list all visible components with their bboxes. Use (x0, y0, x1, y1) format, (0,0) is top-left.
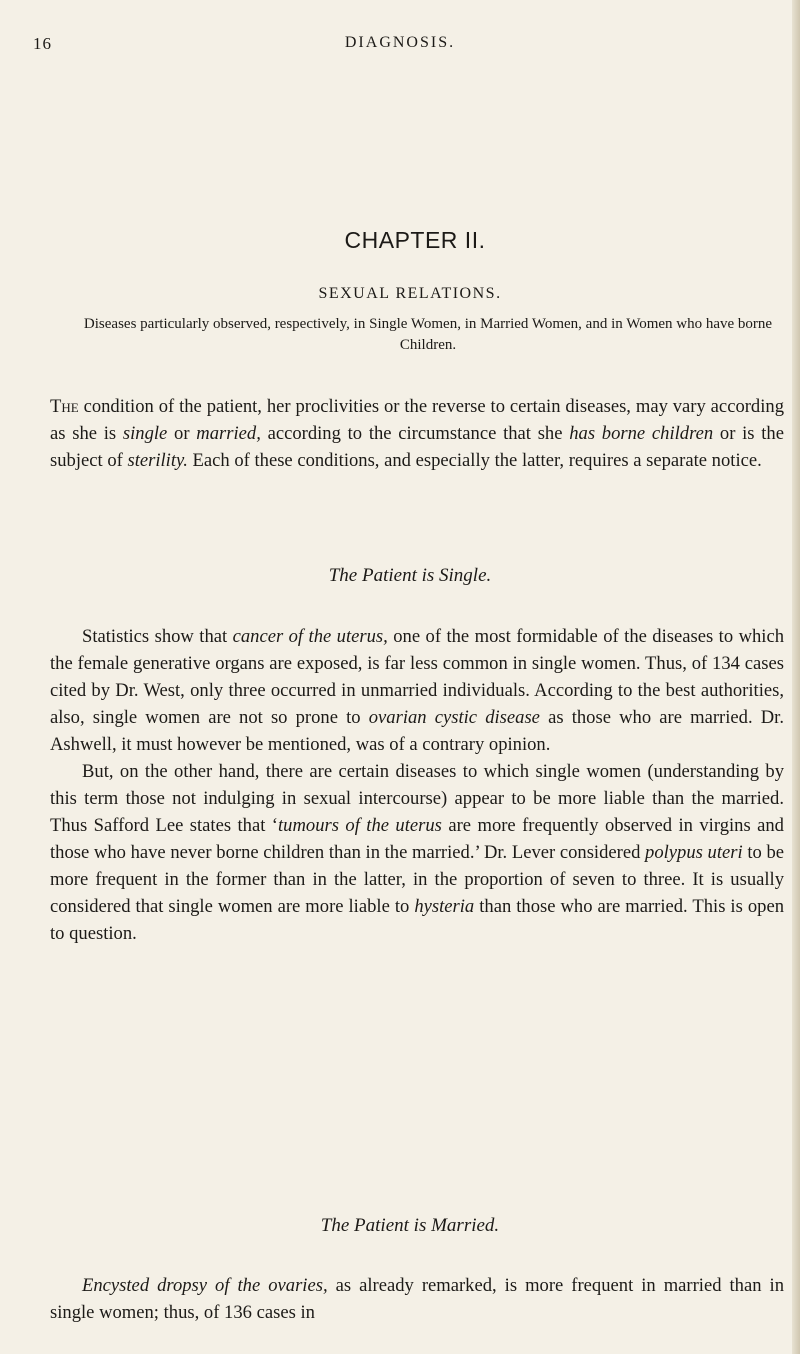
paragraph: Encysted dropsy of the ovaries, as already remarked, is more frequent in married than in single women; thus, of 136 cases in (50, 1275, 784, 1323)
subheading-single: The Patient is Single. (328, 565, 492, 586)
running-head: DIAGNOSIS. (344, 34, 456, 51)
paragraph: But, on the other hand, there are certain diseases to which single women (understanding by this term those not indulging in sexual intercourse) appear to be more liable than the married. Thus Safford Lee states that ‘tumours of the uterus are more frequently observed in virgins and those who have never borne children than in the married.’ Dr. Lever considered polypus uteri to be more frequent in the former than in the latter, in the proportion of seven to three. It is usually considered that single women are more liable to hysteria than those who are married. This is open to question. (50, 761, 784, 944)
lead-word: The (50, 396, 79, 417)
intro-paragraph: The condition of the patient, her proclivities or the reverse to certain diseases, may vary according as she is single or married, according to the circumstance that she has borne children or is the subject of sterility. Each of these conditions, and especially the latter, requires a separate notice. (50, 396, 784, 471)
page-header (0, 34, 800, 60)
married-section (50, 1272, 784, 1326)
page-number: 16 (33, 34, 52, 53)
subheading-married: The Patient is Married. (320, 1215, 500, 1236)
single-section (50, 623, 784, 947)
section-title: SEXUAL RELATIONS. (318, 285, 502, 302)
page-edge-shadow (792, 0, 800, 1354)
chapter-subtitle: Diseases particularly observed, respectively, in Single Women, in Married Women, and in Women who have borne Children. (83, 316, 773, 353)
chapter-title: CHAPTER II. (344, 227, 486, 253)
paragraph: Statistics show that cancer of the uterus, one of the most formidable of the diseases to which the female generative organs are exposed, is far less common in single women. Thus, of 134 cases cited by Dr. West, only three occurred in unmarried individuals. According to the best authorities, also, single women are not so prone to ovarian cystic disease as those who are married. Dr. Ashwell, it must however be mentioned, was of a contrary opinion. (50, 626, 785, 755)
